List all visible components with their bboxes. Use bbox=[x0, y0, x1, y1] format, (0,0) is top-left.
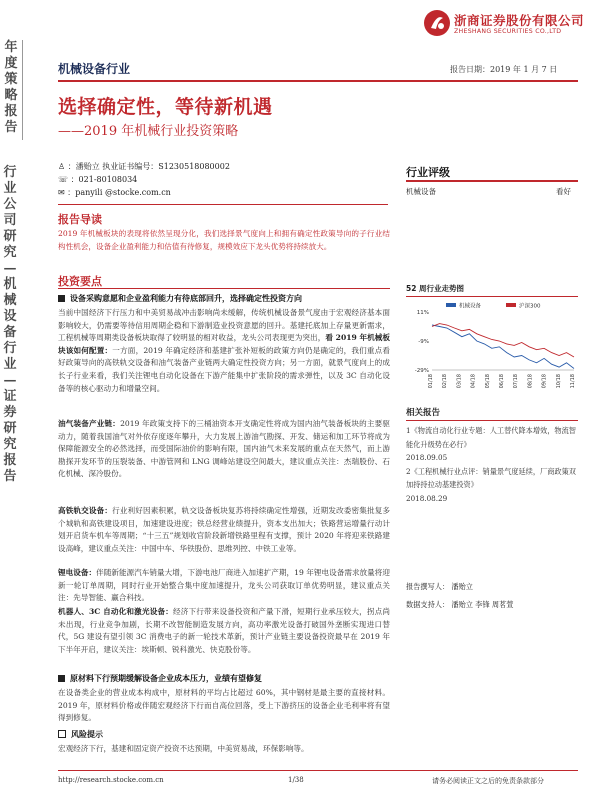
related-list bbox=[406, 424, 576, 505]
rating-sector: 机械设备 bbox=[406, 187, 436, 196]
sidebar-char: 年 bbox=[4, 40, 18, 55]
sidebar-char: 告 bbox=[3, 469, 17, 484]
x-tick-label: 10/18 bbox=[555, 374, 562, 389]
point-heading-1-text: 设备采购意愿和企业盈利能力有待底部回升，选择确定性投资方向 bbox=[70, 294, 302, 303]
phone-icon: ☏ bbox=[58, 175, 69, 184]
trend-chart bbox=[406, 300, 578, 390]
sidebar-char: 略 bbox=[4, 88, 18, 103]
analyst-rule bbox=[58, 204, 388, 205]
point-body-1 bbox=[58, 307, 390, 395]
sidebar-char: 设 bbox=[3, 309, 17, 324]
related-item-2[interactable]: 2《工程机械行业点评：销量景气度延续，厂商政策双加持持拉动基建投资》 bbox=[406, 466, 576, 489]
x-tick-label: 07/18 bbox=[513, 374, 520, 389]
point-body-4 bbox=[58, 567, 390, 605]
point-body-3-text: 行业利好因素积累，轨交设备板块复苏将持续确定性增强，近期发改委密集批复多个城轨和高铁建设项目，加速建设进度；铁总经营业绩提升，资本支出加大；铁路营运增量行动计划开启货车机车等周期；“十三五”规划收官阶段新增铁路里程有支撑，预计 2020 年将迎来铁路建设高峰，建议重点关注：中国中车、华铁股份、思维列控、中铁工业等。 bbox=[58, 506, 391, 553]
analyst-block bbox=[58, 160, 230, 199]
analyst-phone: ：021-80108034 bbox=[70, 175, 138, 184]
footer-url[interactable]: http://research.stocke.com.cn bbox=[58, 776, 164, 784]
report-subtitle: ——2019 年机械行业投资策略 bbox=[58, 124, 239, 139]
related-rule bbox=[406, 420, 578, 421]
bullet-square-icon bbox=[58, 675, 65, 682]
x-tick-label: 08/18 bbox=[527, 374, 534, 389]
point-heading-3-text: 风险提示 bbox=[71, 730, 103, 739]
industry-label: 机械设备行业 bbox=[58, 62, 131, 76]
rating-title: 行业评级 bbox=[406, 166, 450, 179]
related-item-1-date: 2018.09.05 bbox=[406, 453, 448, 462]
point-heading-3 bbox=[58, 729, 103, 740]
sidebar-char: 行 bbox=[3, 341, 17, 356]
x-tick-label: 09/18 bbox=[541, 374, 548, 389]
footer-rule bbox=[58, 770, 578, 771]
authors-block bbox=[406, 578, 513, 614]
legend-swatch bbox=[506, 303, 516, 307]
point-body-5-text: 经济下行带来设备投资和产量下滑，短期行业承压较大，拐点尚未出现，行业竞争加剧，长期不改智能制造发展方向，高功率激光设备打破国外垄断实现进口替代，5G 建设有望引领 3C 消费电子的新一轮技术革新，预计产业链主要设备投资最早在 2019 年下半年开启，建议关注：埃斯顿、锐科激光、快克股份等。 bbox=[58, 607, 390, 654]
point-body-7-text: 宏观经济下行，基建和固定资产投资不达预期，中美贸易战，环保影响等。 bbox=[58, 744, 309, 753]
series-line bbox=[432, 325, 574, 369]
sidebar-char: 证 bbox=[3, 389, 17, 404]
related-item-2-date: 2018.08.29 bbox=[406, 493, 448, 503]
sidebar-char: 究 bbox=[3, 245, 17, 260]
sidebar-char: — bbox=[3, 261, 17, 276]
sidebar-divider bbox=[22, 40, 23, 140]
x-tick-label: 03/18 bbox=[456, 374, 463, 389]
y-tick-label: 11% bbox=[416, 310, 429, 316]
point-body-3-heading: 高铁轨交设备： bbox=[58, 506, 113, 515]
point-body-1-b: 看 2019 年机械板块该如何配置： bbox=[58, 333, 391, 355]
point-heading-2 bbox=[58, 673, 262, 684]
sidebar-char: — bbox=[3, 373, 17, 388]
point-body-2-text: 2019 年政策支持下的三桶油资本开支确定性将成为国内油气装备板块的主要驱动力，随着我国油气对外依存度逐年攀升，大力发展上游油气勘探、开发、储运和加工环节将成为保障能源安全的必然选择，而受国际油价的影响有限，国内油气未来发展的重点在天然气，而上游勘探开发环节的压裂装备、中游管网和 LNG 调峰站建设空间最大，建议重点关注：杰瑞股份、石化机械、深冷股份。 bbox=[58, 419, 390, 479]
guide-text bbox=[58, 228, 390, 253]
sidebar-char: 究 bbox=[3, 437, 17, 452]
point-heading-2-text: 原材料下行预期缓解设备企业成本压力，业绩有望修复 bbox=[70, 674, 262, 683]
point-body-2-heading: 油气装备产业链： bbox=[58, 419, 121, 428]
chart-title: 52 周行业走势图 bbox=[406, 284, 465, 293]
legend-swatch bbox=[446, 303, 456, 307]
footer-disclaimer: 请务必阅读正文之后的免责条款部分 bbox=[432, 777, 544, 785]
point-body-6-text: 在设备类企业的营业成本构成中，原材料的平均占比超过 60%，其中钢材是最主要的直接材料。2019 年，原材料价格或伴随宏观经济下行而自高位回落，受上下游挤压的设备企业毛利率将有望得到修复。 bbox=[58, 688, 390, 723]
analyst-name-row bbox=[58, 160, 230, 173]
x-tick-label: 04/18 bbox=[470, 374, 477, 389]
y-tick-label: -29% bbox=[414, 368, 429, 374]
sidebar-char: 研 bbox=[3, 421, 17, 436]
sidebar-char: 备 bbox=[3, 325, 17, 340]
sidebar-char: 券 bbox=[3, 405, 17, 420]
points-rule bbox=[58, 288, 390, 289]
report-date: 报告日期：2019 年 1 月 7 日 bbox=[450, 65, 558, 74]
analyst-phone-row bbox=[58, 173, 230, 186]
sidebar-char: 研 bbox=[3, 229, 17, 244]
sidebar-char: 报 bbox=[4, 104, 18, 119]
bullet-square-outline-icon bbox=[58, 730, 66, 738]
legend-label: 机械设备 bbox=[459, 303, 482, 310]
sidebar-char: 策 bbox=[4, 72, 18, 87]
point-body-6 bbox=[58, 687, 390, 725]
y-tick-label: -9% bbox=[418, 339, 429, 345]
point-body-4-text: 伴随新能源汽车销量大增，下游电池厂商进入加速扩产期，19 年锂电设备需求放量将迎新一轮订单周期，同时行业开始整合集中度加速提升，龙头公司获取订单优势明显，建议重点关注：先导智能、赢合科技。 bbox=[58, 568, 391, 603]
series-line bbox=[432, 324, 574, 357]
report-title: 选择确定性，等待新机遇 bbox=[58, 96, 273, 118]
sidebar-char: 机 bbox=[3, 277, 17, 292]
sidebar-char: 公 bbox=[3, 197, 17, 212]
point-body-1-a: 当前中国经济下行压力和中美贸易战冲击影响尚未缓解，传统机械设备景气度由于宏观经济基本面影响较大，仍需要等待信用周期企稳和下游制造业投资意愿的回升。基建托底加上存量更新需求，工程机械等周期类设备板块取得了较明显的相对收益，龙头公司表现更为突出， bbox=[58, 308, 390, 343]
sidebar-bottom bbox=[2, 165, 18, 485]
chart-rule bbox=[406, 296, 578, 297]
sidebar-char: 报 bbox=[3, 453, 17, 468]
x-tick-label: 05/18 bbox=[484, 374, 491, 389]
rating-rule bbox=[406, 180, 578, 182]
guide-title: 报告导读 bbox=[58, 213, 102, 226]
bullet-square-icon bbox=[58, 295, 65, 302]
points-title: 投资要点 bbox=[58, 275, 102, 288]
analyst-name: ：潘贻立 执业证书编号：S1230518080002 bbox=[67, 162, 230, 171]
analyst-email-row bbox=[58, 186, 230, 199]
point-body-3 bbox=[58, 505, 390, 555]
point-body-7 bbox=[58, 743, 390, 756]
company-logo bbox=[424, 10, 450, 36]
sidebar-char: 械 bbox=[3, 293, 17, 308]
sidebar-char: 行 bbox=[3, 165, 17, 180]
analyst-email[interactable]: ：panyili @stocke.com.cn bbox=[67, 188, 171, 197]
report-writer: 报告撰写人： 潘贻立 bbox=[406, 582, 473, 591]
point-body-1-c: 一方面，2019 年确定经济和基建扩张补短板的政策方向仍是确定的，我们重点看好政策导向的高铁轨交设备和油气装备产业链两大确定性投资方向；另一方面，就景气度向上的成长子行业来看，我们关注锂电自动化设备在下游产能集中扩张阶段的需求弹性，以及 3C 自动化设备等的核心驱动力和增量空间。 bbox=[58, 345, 390, 393]
point-body-2 bbox=[58, 418, 390, 481]
sidebar-char: 司 bbox=[3, 213, 17, 228]
company-name-en: ZHESHANG SECURITIES CO.,LTD bbox=[454, 28, 562, 35]
sidebar-char: 业 bbox=[3, 181, 17, 196]
x-tick-label: 06/18 bbox=[499, 374, 505, 389]
footer-page: 1/38 bbox=[288, 776, 304, 784]
company-name: 浙商证券股份有限公司 bbox=[454, 13, 585, 28]
point-body-5 bbox=[58, 606, 390, 656]
guide-text-content: 2019 年机械板块的表现将依然呈现分化，我们选择景气度向上和拥有确定性政策导向的子行业结构性机会，设备企业盈利能力和估值有待修复，规模效应下龙头优势将持续放大。 bbox=[58, 229, 390, 251]
header-rule bbox=[58, 80, 578, 82]
x-tick-label: 02/18 bbox=[442, 374, 449, 389]
related-item-1[interactable]: 1《物流自动化行业专题：人工替代降本增效，物流智能化升级势在必行》 bbox=[406, 426, 576, 449]
related-title: 相关报告 bbox=[406, 408, 441, 418]
rating-value: 看好 bbox=[556, 187, 571, 196]
sidebar-char: 业 bbox=[3, 357, 17, 372]
person-icon: ♙ bbox=[58, 162, 66, 171]
x-tick-label: 11/18 bbox=[570, 374, 576, 389]
x-tick-label: 01/18 bbox=[428, 374, 434, 389]
sidebar-top bbox=[3, 40, 19, 136]
point-heading-1 bbox=[58, 293, 302, 304]
sidebar-char: 告 bbox=[4, 120, 18, 135]
data-contacts: 数据支持人： 潘贻立 李锋 周茗萱 bbox=[406, 600, 514, 609]
point-body-5-heading: 机器人、3C 自动化和激光设备： bbox=[58, 607, 173, 616]
email-icon: ✉ bbox=[58, 188, 65, 197]
point-body-4-heading: 锂电设备： bbox=[58, 568, 97, 577]
sidebar-char: 度 bbox=[4, 56, 18, 71]
legend-label: 沪深300 bbox=[519, 303, 541, 310]
